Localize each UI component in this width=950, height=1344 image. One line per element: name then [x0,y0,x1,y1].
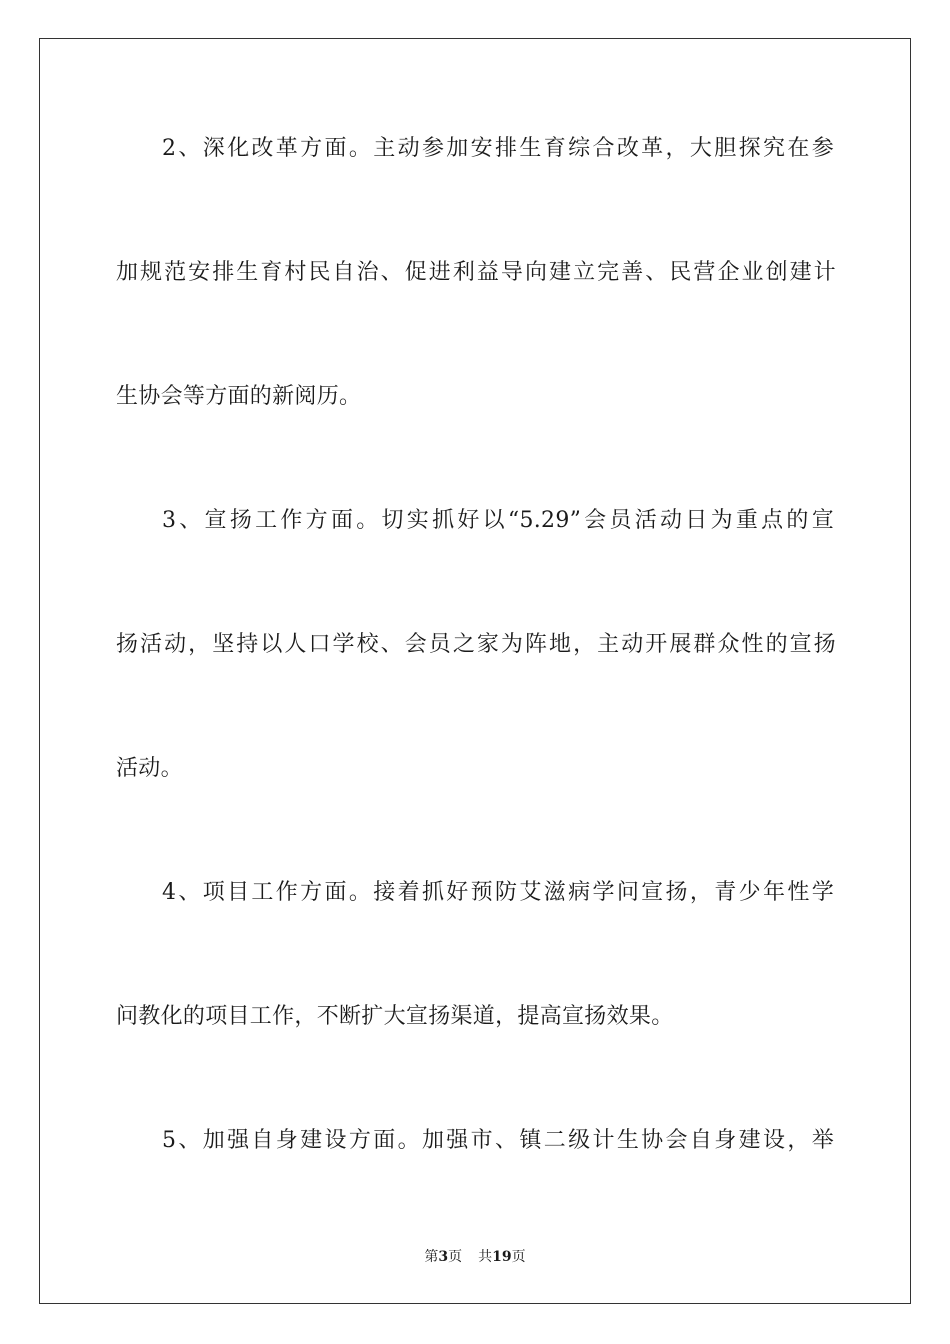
total-pages: 19 [492,1249,512,1265]
paragraph-2-line-1: 2、深化改革方面。主动参加安排生育综合改革，大胆探究在参 [162,136,834,161]
paragraph-4-line-1: 4、项目工作方面。接着抓好预防艾滋病学问宣扬，青少年性学 [162,880,834,905]
page-border [39,38,911,1304]
page-number: 3 [438,1249,449,1265]
total-suffix: 页 [511,1249,526,1265]
paragraph-3-line-1: 3、宣扬工作方面。切实抓好以“5.29”会员活动日为重点的宣 [162,508,834,533]
page-footer [0,1248,950,1266]
paragraph-3-line-3: 活动。 [116,756,183,781]
total-prefix: 共 [478,1249,493,1265]
paragraph-2-line-2: 加规范安排生育村民自治、促进利益导向建立完善、民营企业创建计 [116,260,836,285]
paragraph-4-line-2: 问教化的项目工作，不断扩大宣扬渠道，提高宣扬效果。 [116,1004,674,1029]
paragraph-3-line-2: 扬活动，坚持以人口学校、会员之家为阵地，主动开展群众性的宣扬 [116,632,836,657]
page-suffix: 页 [448,1249,463,1265]
paragraph-5-line-1: 5、加强自身建设方面。加强市、镇二级计生协会自身建设，举 [162,1128,834,1153]
paragraph-2-line-3: 生协会等方面的新阅历。 [116,384,362,409]
page-prefix: 第 [424,1249,439,1265]
